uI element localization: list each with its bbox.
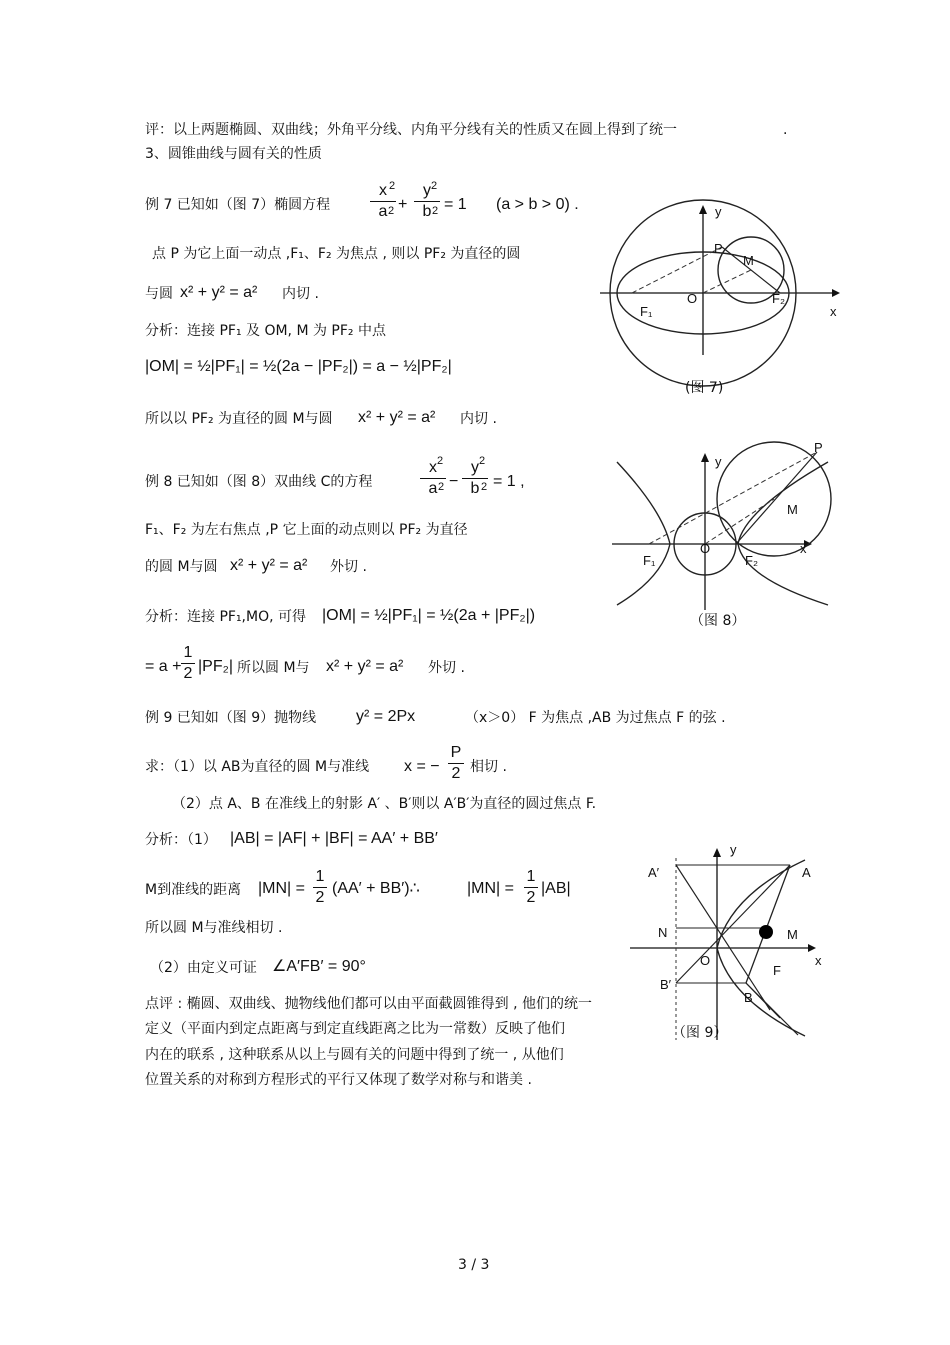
ex8-circle-eq: x² + y² = a² <box>230 557 308 574</box>
ex9-parabola: y² = 2Px <box>356 708 416 725</box>
review-text: 评：以上两题椭圆、双曲线；外角平分线、内角平分线有关的性质又在圆上得到了统一 <box>145 122 677 138</box>
fig8-x: x <box>800 541 807 556</box>
ex9-part2: （2）由定义可证 <box>150 960 257 976</box>
ex9-aabb: (AA′ + BB′)∴ <box>332 880 420 897</box>
ex7-analysis: 分析：连接 PF₁ 及 OM, M 为 PF₂ 中点 <box>145 323 386 339</box>
fig7-y: y <box>715 204 722 219</box>
fig7-O: O <box>687 291 698 306</box>
plus: + <box>398 196 408 213</box>
fig9-Ap: A′ <box>648 865 660 880</box>
comment-line-3: 内在的联系 , 这种联系从以上与圆有关的问题中得到了统一 , 从他们 <box>145 1047 564 1063</box>
ex9-mn2: |MN| = <box>467 880 514 897</box>
ex9-md: M到准线的距离 <box>145 882 242 898</box>
fig9-M: M <box>787 927 798 942</box>
exp: 2 <box>481 481 488 493</box>
fig7-P: P <box>714 241 723 256</box>
ex8-half: 1 2 <box>181 644 195 683</box>
ex8-formula: |OM| = ½|PF₁| = ½(2a + |PF₂|) <box>322 607 536 624</box>
fig7-x: x <box>830 304 837 319</box>
fig8-F2: F₂ <box>745 553 758 568</box>
page-number: 3 / 3 <box>458 1257 490 1273</box>
fig7-F1: F₁ <box>640 304 653 319</box>
review-end: . <box>783 122 788 138</box>
ex9-angle: ∠A′FB′ = 90° <box>272 958 366 975</box>
fig9-Bp: B′ <box>660 977 672 992</box>
ex7-condition: (a > b > 0) . <box>496 196 579 213</box>
fig8-O: O <box>700 541 711 556</box>
ex8-eq-one: = 1 , <box>493 473 525 490</box>
minus: − <box>449 473 459 490</box>
fig9-y: y <box>730 842 737 857</box>
ex7-frac-x: x a <box>370 182 396 221</box>
ex8-line5b: 外切 . <box>428 660 465 676</box>
ex7-line3b: 内切 . <box>282 286 319 302</box>
ex9-directrix: x = − <box>404 758 440 775</box>
exp: 2 <box>389 180 396 192</box>
fig8-F1: F₁ <box>643 553 656 568</box>
exp: 2 <box>438 481 445 493</box>
fig7-caption: (图 7) <box>685 380 724 396</box>
fig8-y: y <box>715 454 722 469</box>
comment-line-4: 位置关系的对称到方程形式的平行又体现了数学对称与和谐美 . <box>145 1072 532 1088</box>
section-heading: 3、圆锥曲线与圆有关的性质 <box>145 146 322 162</box>
ex7-eq-one: = 1 <box>444 196 467 213</box>
ex8-line5: 所以圆 M与 <box>237 660 310 676</box>
figure-9 <box>630 840 840 1040</box>
ex7-circle-eq: x² + y² = a² <box>180 284 258 301</box>
ex7-frac-y: y b <box>414 182 440 221</box>
fig9-N: N <box>658 925 668 940</box>
ex9-q1a: 求：（1）以 AB为直径的圆 M与准线 <box>145 759 370 775</box>
comment-line-1: 点评 : 椭圆、双曲线、抛物线他们都可以由平面截圆锥得到 , 他们的统一 <box>145 996 592 1012</box>
ex9-tangent: 所以圆 M与准线相切 . <box>145 920 283 936</box>
ex7-heading: 例 7 已知如（图 7）椭圆方程 <box>145 197 331 213</box>
fig7-F2: F₂ <box>772 291 785 306</box>
ex9-ab: |AB| <box>541 880 571 897</box>
ex9-q2: （2）点 A、B 在准线上的射影 A′ 、B′则以 A′B′为直径的圆过焦点 F. <box>172 796 597 812</box>
ex7-circle-eq-2: x² + y² = a² <box>358 409 436 426</box>
fig8-M: M <box>787 502 798 517</box>
figure-7 <box>600 200 840 390</box>
ex8-circle-eq-2: x² + y² = a² <box>326 658 404 675</box>
ex9-mn: |MN| = <box>258 880 305 897</box>
ex8-line3a: 的圆 M与圆 <box>145 559 218 575</box>
ex7-line3a: 与圆 <box>145 286 173 302</box>
ex9-ab-sum: |AB| = |AF| + |BF| = AA′ + BB′ <box>230 830 438 847</box>
exp: 2 <box>479 455 486 467</box>
exp: 2 <box>437 455 444 467</box>
exp: 2 <box>388 205 395 217</box>
comment-line-2: 定义（平面内到定点距离与到定直线距离之比为一常数）反映了他们 <box>145 1021 565 1037</box>
fig9-O: O <box>700 953 711 968</box>
fig8-P: P <box>814 440 823 455</box>
exp: 2 <box>432 205 439 217</box>
ex8-heading: 例 8 已知如（图 8）双曲线 C的方程 <box>145 474 373 490</box>
ex8-line3b: 外切 . <box>330 559 367 575</box>
fig7-M: M <box>743 253 754 268</box>
ex9-half-2: 1 2 <box>524 868 538 907</box>
fig9-B: B <box>744 990 753 1005</box>
fig9-A: A <box>802 865 811 880</box>
fig9-F: F <box>773 963 781 978</box>
ex7-conclusion-b: 内切 . <box>460 411 497 427</box>
ex9-p-half: P 2 <box>448 744 464 783</box>
ex9-heading: 例 9 已知如（图 9）抛物线 <box>145 710 317 726</box>
fig8-caption: （图 8） <box>690 613 746 629</box>
ex8-eq-a: = a + <box>145 658 182 675</box>
fig9-x: x <box>815 953 822 968</box>
ex8-pf2: |PF₂| <box>198 658 233 675</box>
ex7-conclusion-a: 所以以 PF₂ 为直径的圆 M与圆 <box>145 411 333 427</box>
ex7-line2: 点 P 为它上面一动点 ,F₁、F₂ 为焦点 , 则以 PF₂ 为直径的圆 <box>152 246 521 262</box>
figure-8 <box>612 440 842 610</box>
ex9-q1b: 相切 . <box>470 759 507 775</box>
ex7-formula: |OM| = ½|PF₁| = ½(2a − |PF₂|) = a − ½|PF₂| <box>145 358 452 375</box>
ex8-frac-x: x a <box>420 459 446 498</box>
ex9-half-1: 1 2 <box>313 868 327 907</box>
ex9-condition: （x＞0） F 为焦点 ,AB 为过焦点 F 的弦 . <box>465 710 726 726</box>
exp: 2 <box>431 180 438 192</box>
ex8-line2: F₁、F₂ 为左右焦点 ,P 它上面的动点则以 PF₂ 为直径 <box>145 522 468 538</box>
ex8-analysis: 分析：连接 PF₁,MO, 可得 <box>145 609 307 625</box>
ex9-analysis1: 分析：（1） <box>145 832 217 848</box>
ex8-frac-y: y b <box>462 459 488 498</box>
fig9-caption: （图 9） <box>672 1025 728 1041</box>
